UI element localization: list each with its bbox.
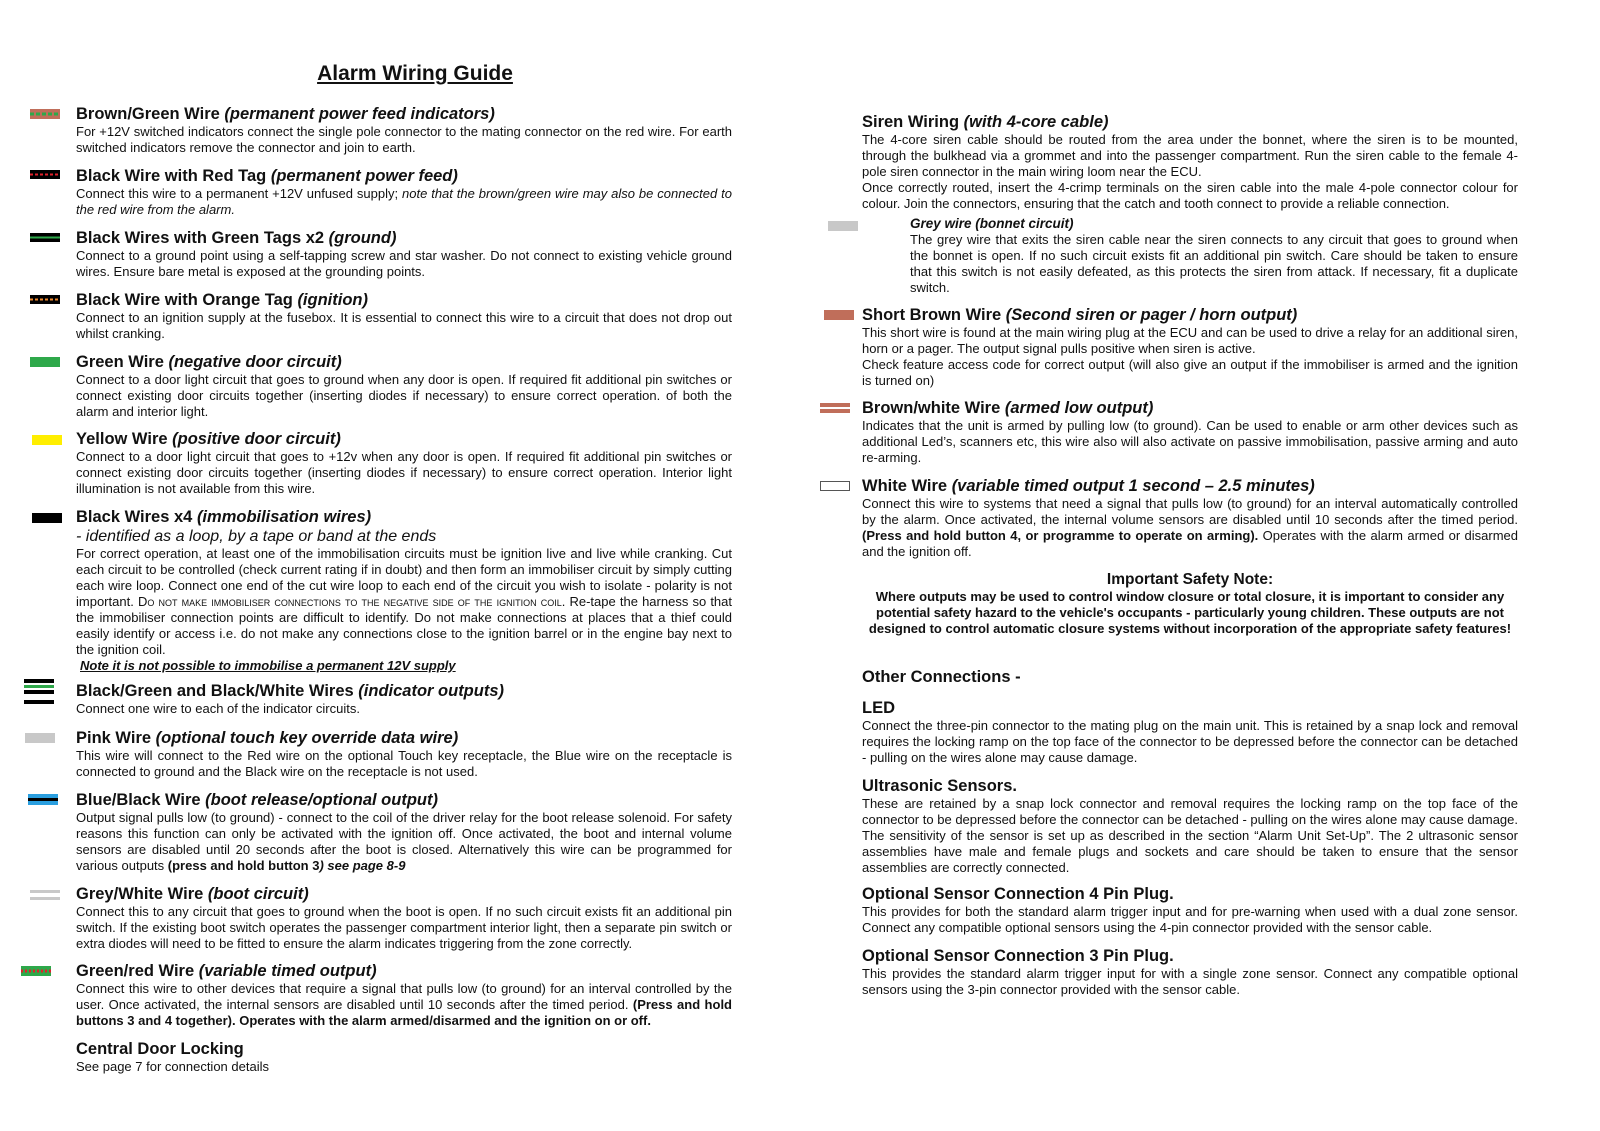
section-title: Optional Sensor Connection 3 Pin Plug. <box>862 947 1174 965</box>
section-body: Connect the three-pin connector to the mating plug on the main unit. This is retained by a snap lock and removal requires the locking ramp on the top face of the connector to be depressed before the connector can be detached - pulling on the wires alone may cause damage. <box>862 718 1518 765</box>
section-body: For correct operation, at least one of the immobilisation circuits must be ignition live and live while cranking. Cut each circuit to be controlled (check current rating if in doubt) and then form an immobiliser circuit by simply cutting each wire loop. Connect one end of the cut wire loop to each end of the circuit you wish to isolate - polarity is not important. Do not make immobiliser connections to the negative side of the ignition coil. Re-tape the harness so that the immobiliser connection points are difficult to identify. Do not make connections at places that a thief could easily identify or access i.e. do not make any connections close to the ignition barrel or in the engine bay next to the ignition coil. <box>76 546 733 657</box>
section-body: Indicates that the unit is armed by pulling low (to ground). Can be used to enable or arm other devices such as additional Led’s, scanners etc, this wire also will also activate on passive immobilisation, passive arming and auto re-arming. <box>862 418 1518 465</box>
section-title: Yellow Wire (positive door circuit) <box>76 430 341 448</box>
section-black-green-white <box>76 681 732 717</box>
section-body: Connect to a door light circuit that goes to +12v when any door is open. If required fit additional pin switches or connect existing door circuits together (inserting diodes if necessary) to ensure correct operation. Interior light illumination is not available from this wire. <box>76 449 732 496</box>
section-title: LED <box>862 699 895 717</box>
white-wire-swatch <box>820 481 850 491</box>
green-red-wire-swatch <box>21 966 51 976</box>
section-body: The 4-core siren cable should be routed from the area under the bonnet, where the siren is to be mounted, through the bulkhead via a grommet and into the passenger compartment. Run the siren cable to the female 4-pole siren connector in the main wiring loom near the ECU. <box>862 132 1518 179</box>
yellow-wire-swatch <box>32 435 62 445</box>
section-title: Other Connections - <box>862 668 1021 686</box>
section-optional-3-pin <box>862 946 1518 998</box>
section-body: Connect this wire to systems that need a signal that pulls low (to ground) for an interval automatically controlled by the alarm. Once activated, the internal volume sensors are disabled until 10 seconds after the timed period. (Press and hold button 4, or programme to operate on arming). Operates with the alarm armed or disarmed and the ignition off. <box>862 496 1519 559</box>
safety-note <box>862 570 1518 637</box>
section-body-2: Once correctly routed, insert the 4-crimp terminals on the siren cable into the male 4-pole connector colour for colour. Join the connectors, ensuring that the catch and tooth connect to provide a reliable connection. <box>862 180 1518 211</box>
section-body: Connect to an ignition supply at the fusebox. It is essential to connect this wire to a circuit that does not drop out whilst cranking. <box>76 310 732 341</box>
section-title: Black Wire with Orange Tag (ignition) <box>76 291 368 309</box>
section-title: Green Wire (negative door circuit) <box>76 353 342 371</box>
section-title: Black/Green and Black/White Wires (indicator outputs) <box>76 682 505 700</box>
section-white <box>862 476 1518 560</box>
section-pink <box>76 728 732 780</box>
brown-white-wire-swatch <box>820 403 850 413</box>
section-title: Brown/white Wire (armed low output) <box>862 399 1154 417</box>
section-black-x4 <box>76 507 732 674</box>
section-title: Grey wire (bonnet circuit) <box>910 216 1074 231</box>
black-green-white-wire-swatch <box>24 679 54 705</box>
section-body: This short wire is found at the main wiring plug at the ECU and can be used to drive a relay for an additional siren, horn or a pager. The output signal pulls positive when siren is active. <box>862 325 1518 356</box>
safety-note-title: Important Safety Note: <box>1106 571 1274 588</box>
black-wire-swatch <box>32 513 62 523</box>
safety-note-body: Where outputs may be used to control window closure or total closure, it is important to consider any potential safety hazard to the vehicle's occupants - particularly young children. These outputs are not designed to control automatic closure systems without incorporation of the appropriate safety features! <box>868 589 1512 636</box>
section-title: Blue/Black Wire (boot release/optional output) <box>76 791 438 809</box>
section-body: Connect one wire to each of the indicator circuits. <box>76 701 360 716</box>
section-brown-white <box>862 398 1518 466</box>
blue-black-wire-swatch <box>28 794 58 805</box>
section-siren-wiring <box>862 112 1518 212</box>
section-body: This provides the standard alarm trigger input for with a single zone sensor. Connect any compatible optional sensors using the 3-pin connector provided with the sensor cable. <box>862 966 1518 997</box>
section-title: Grey/White Wire (boot circuit) <box>76 885 309 903</box>
section-other-connections <box>862 667 1518 687</box>
section-subtitle: - identified as a loop, by a tape or band at the ends <box>76 528 437 545</box>
section-title: Siren Wiring (with 4-core cable) <box>862 113 1109 131</box>
section-title: Brown/Green Wire (permanent power feed indicators) <box>76 105 495 123</box>
section-title: Black Wire with Red Tag (permanent power feed) <box>76 167 458 185</box>
section-body: This provides for both the standard alarm trigger input and for pre-warning when used with a dual zone sensor. Connect any compatible optional sensors using the 4-pin connector provided with the sensor cable. <box>862 904 1518 935</box>
section-body: Connect to a door light circuit that goes to ground when any door is open. If required fit additional pin switches or connect existing door circuits together (inserting diodes if necessary) to ensure correct operation. of both the alarm and interior light. <box>76 372 732 419</box>
section-body: Output signal pulls low (to ground) - connect to the coil of the driver relay for the boot release solenoid. For safety reasons this function can only be activated with the ignition off. Once activated, the boot and internal volume sensors are disabled until 20 seconds after the boot is closed. Alternatively this wire can be programmed for various outputs (press and hold button 3) see page 8-9 <box>76 810 732 873</box>
section-body: The grey wire that exits the siren cable near the siren connects to any circuit that goes to ground when the bonnet is open. If no such circuit exists fit an additional pin switch. Care should be taken to ensure that this switch is not easily defeated, as this protects the siren from attack. If necessary, fit a duplicate switch. <box>910 232 1518 295</box>
green-wire-swatch <box>30 357 60 367</box>
pink-wire-swatch <box>25 733 55 743</box>
section-grey-white <box>76 884 732 952</box>
section-body: Connect this wire to a permanent +12V unfused supply; note that the brown/green wire may also be connected to the red wire from the alarm. <box>76 186 733 217</box>
section-title: Ultrasonic Sensors. <box>862 777 1017 795</box>
black-orange-wire-swatch <box>30 295 60 304</box>
section-body: Connect this wire to other devices that require a signal that pulls low (to ground) for an interval controlled by the user. Once activated, the internal sensors are disabled until 10 seconds after the timed period. (Press and hold buttons 3 and 4 together). Operates with the alarm armed/disarmed and the ignition on or off. <box>76 981 732 1028</box>
section-title: Green/red Wire (variable timed output) <box>76 962 377 980</box>
grey-white-wire-swatch <box>30 890 60 900</box>
grey-wire-swatch <box>828 221 858 231</box>
section-short-brown <box>862 305 1518 389</box>
section-ultrasonic <box>862 776 1518 876</box>
black-red-wire-swatch <box>30 170 60 179</box>
section-title: White Wire (variable timed output 1 second – 2.5 minutes) <box>862 477 1315 495</box>
brown-green-wire-swatch <box>30 109 60 119</box>
section-body-2: Check feature access code for correct output (will also give an output if the immobiliser is armed and the ignition is turned on) <box>862 357 1518 388</box>
section-black-red <box>76 166 732 218</box>
section-central-door-locking <box>76 1039 732 1075</box>
short-brown-wire-swatch <box>824 310 854 320</box>
section-grey-bonnet <box>910 216 1518 296</box>
section-note: Note it is not possible to immobilise a permanent 12V supply <box>80 658 456 673</box>
section-green <box>76 352 732 420</box>
section-brown-green <box>76 104 732 156</box>
section-title: Pink Wire (optional touch key override data wire) <box>76 729 459 747</box>
section-black-green <box>76 228 732 280</box>
section-led <box>862 698 1518 766</box>
black-green-wire-swatch <box>30 233 60 242</box>
section-body: Connect to a ground point using a self-tapping screw and star washer. Do not connect to existing vehicle ground wires. Ensure bare metal is exposed at the grounding points. <box>76 248 732 279</box>
section-title: Optional Sensor Connection 4 Pin Plug. <box>862 885 1174 903</box>
section-optional-4-pin <box>862 884 1518 936</box>
section-body: These are retained by a snap lock connector and removal requires the locking ramp on the top face of the connector to be depressed before the connector can be detached - pulling on the wires alone may cause damage. The sensitivity of the sensor is set up as described in the section “Alarm Unit Set-Up”. The 2 ultrasonic sensor assemblies have male and female plugs and sockets and care should be taken to ensure that the sensor assemblies are correctly connected. <box>862 796 1518 875</box>
section-title: Black Wires x4 (immobilisation wires) <box>76 508 372 526</box>
section-blue-black <box>76 790 732 874</box>
section-title: Central Door Locking <box>76 1040 244 1058</box>
section-body: Connect this to any circuit that goes to ground when the boot is open. If no such circuit exists fit an additional pin switch. If the existing boot switch operates the passenger compartment interior light, then a separate pin switch or extra diodes will need to be fitted to ensure the alarm indicates triggering from the zone correctly. <box>76 904 732 951</box>
section-yellow <box>76 429 732 497</box>
section-body: See page 7 for connection details <box>76 1059 269 1074</box>
page-title: Alarm Wiring Guide <box>317 62 513 85</box>
section-body: This wire will connect to the Red wire on the optional Touch key receptacle, the Blue wire on the receptacle is connected to ground and the Black wire on the receptacle is not used. <box>76 748 732 779</box>
section-body: For +12V switched indicators connect the single pole connector to the mating connector on the red wire. For earth switched indicators remove the connector and join to earth. <box>76 124 732 155</box>
section-black-orange <box>76 290 732 342</box>
section-green-red <box>76 961 732 1029</box>
section-title: Black Wires with Green Tags x2 (ground) <box>76 229 397 247</box>
section-title: Short Brown Wire (Second siren or pager / horn output) <box>862 306 1298 324</box>
